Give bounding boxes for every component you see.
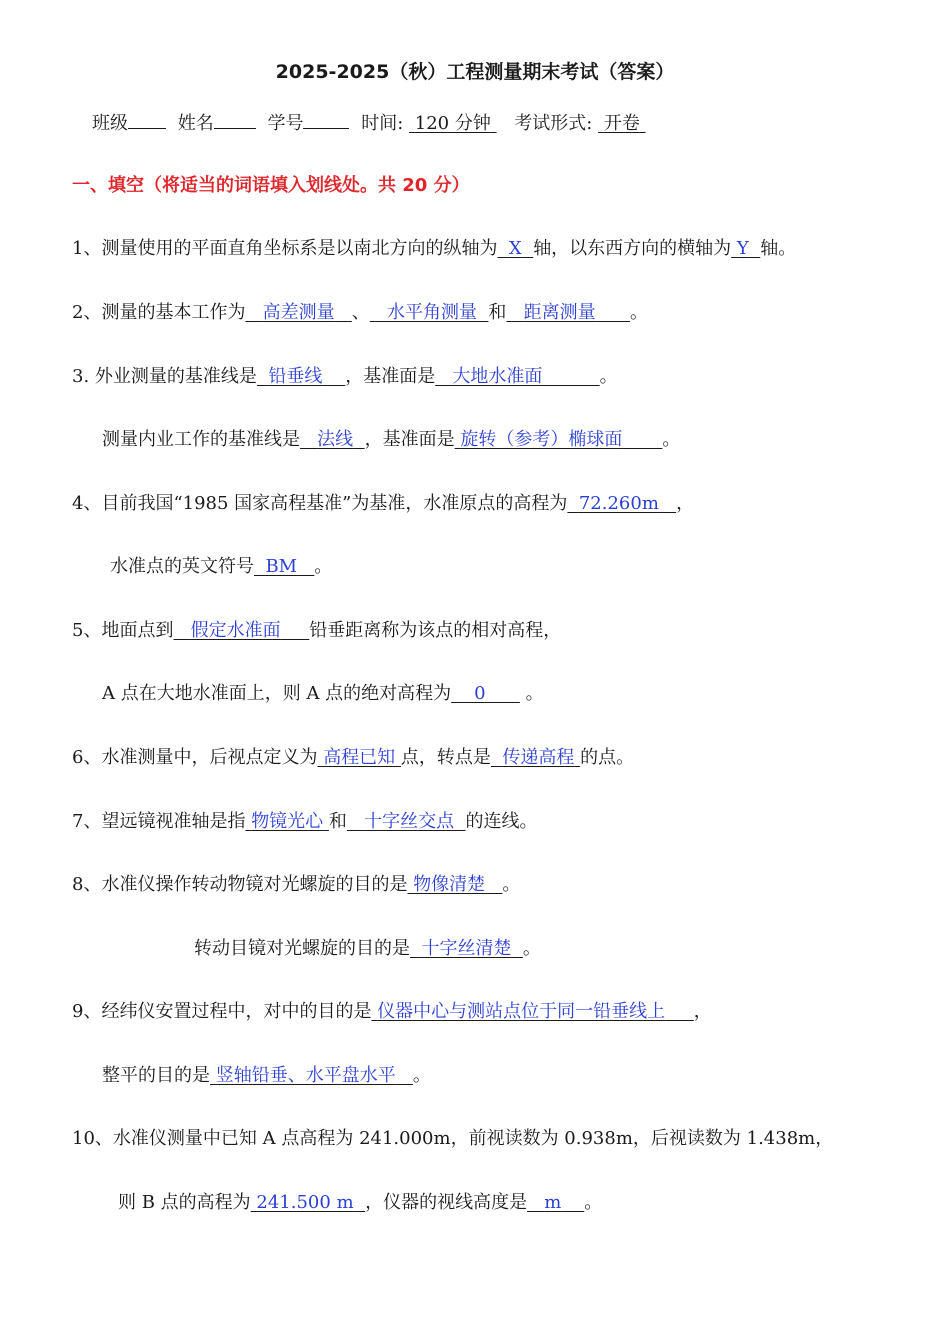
q9-text: 9、经纬仪安置过程中，对中的目的是 bbox=[72, 1001, 372, 1022]
q9-text-2: ， bbox=[693, 1001, 712, 1022]
q9b-blank-1: 竖轴铅垂、水平盘水平 bbox=[215, 1065, 396, 1086]
q3b-blank-1: 法线 bbox=[317, 429, 354, 450]
q3b-blank-2: 旋转（参考）椭球面 bbox=[460, 429, 623, 450]
q5b-blank-1: 0 bbox=[474, 683, 486, 704]
question-8b bbox=[194, 937, 541, 961]
q5-text: 5、地面点到 bbox=[72, 620, 174, 641]
q1-text-3: 轴。 bbox=[760, 238, 797, 259]
q3-blank-1: 铅垂线 bbox=[268, 366, 323, 387]
question-7 bbox=[72, 810, 538, 834]
class-blank bbox=[128, 110, 166, 129]
q6-text: 6、水准测量中，后视点定义为 bbox=[72, 747, 318, 768]
question-5b bbox=[102, 682, 544, 706]
q8b-text-2: 。 bbox=[522, 938, 541, 959]
question-6 bbox=[72, 746, 634, 770]
q8-text-2: 。 bbox=[502, 874, 521, 895]
question-10b bbox=[118, 1191, 602, 1215]
question-9 bbox=[72, 1000, 712, 1024]
q6-blank-1: 高程已知 bbox=[323, 747, 396, 768]
q8-blank-1: 物像清楚 bbox=[413, 874, 486, 895]
q6-text-3: 的点。 bbox=[580, 747, 635, 768]
form-label: 考试形式: bbox=[514, 113, 593, 134]
header-info bbox=[92, 110, 646, 136]
name-label: 姓名 bbox=[177, 113, 214, 134]
question-5 bbox=[72, 619, 561, 643]
q5-text-2: 铅垂距离称为该点的相对高程， bbox=[309, 620, 562, 641]
question-4b bbox=[110, 555, 332, 579]
q8b-blank-1: 十字丝清楚 bbox=[421, 938, 512, 959]
q8-text: 8、水准仪操作转动物镜对光螺旋的目的是 bbox=[72, 874, 408, 895]
q7-blank-2: 十字丝交点 bbox=[364, 811, 455, 832]
id-blank bbox=[303, 110, 349, 129]
q10b-text-2: ，仪器的视线高度是 bbox=[365, 1192, 528, 1213]
q10b-blank-2: m bbox=[544, 1192, 562, 1213]
q3b-text: 测量内业工作的基准线是 bbox=[102, 429, 300, 450]
q4-text-2: ， bbox=[676, 493, 695, 514]
q9-blank-1: 仪器中心与测站点位于同一铅垂线上 bbox=[377, 1001, 666, 1022]
q3-text: 3. 外业测量的基准线是 bbox=[72, 366, 257, 387]
q4-text: 4、目前我国“1985 国家高程基准”为基准，水准原点的高程为 bbox=[72, 493, 568, 514]
q5-blank-1: 假定水准面 bbox=[190, 620, 281, 641]
q6-blank-2: 传递高程 bbox=[502, 747, 575, 768]
q7-text-2: 和 bbox=[328, 811, 347, 832]
name-blank bbox=[214, 110, 256, 129]
q9b-text: 整平的目的是 bbox=[102, 1065, 210, 1086]
q2-text-4: 。 bbox=[629, 302, 648, 323]
q3-text-3: 。 bbox=[599, 366, 618, 387]
question-8 bbox=[72, 873, 520, 897]
q1-text-2: 轴，以东西方向的横轴为 bbox=[533, 238, 732, 259]
question-10 bbox=[72, 1127, 833, 1151]
q4b-blank-1: BM bbox=[265, 556, 298, 577]
id-label: 学号 bbox=[267, 113, 304, 134]
q10-text: 10、水准仪测量中已知 A 点高程为 241.000m，前视读数为 0.938m，后视读数为 1.438m， bbox=[72, 1128, 834, 1149]
q1-blank-1: X bbox=[508, 238, 522, 259]
q3-blank-2: 大地水准面 bbox=[452, 366, 543, 387]
question-3 bbox=[72, 365, 618, 389]
q9b-text-2: 。 bbox=[412, 1065, 431, 1086]
question-3b bbox=[102, 428, 680, 452]
class-label: 班级 bbox=[92, 113, 128, 134]
q4b-text-2: 。 bbox=[314, 556, 333, 577]
section-heading: 一、填空（将适当的词语填入划线处。共 20 分） bbox=[72, 175, 470, 196]
question-2 bbox=[72, 301, 648, 325]
time-value: 120 分钟 bbox=[414, 113, 491, 134]
q2-text: 2、测量的基本工作为 bbox=[72, 302, 246, 323]
q2-blank-1: 高差测量 bbox=[262, 302, 335, 323]
q7-blank-1: 物镜光心 bbox=[251, 811, 324, 832]
q6-text-2: 点，转点是 bbox=[400, 747, 491, 768]
q2-blank-2: 水平角测量 bbox=[386, 302, 477, 323]
q2-blank-3: 距离测量 bbox=[523, 302, 596, 323]
q5b-text: A 点在大地水准面上，则 A 点的绝对高程为 bbox=[102, 683, 452, 704]
q1-text: 1、测量使用的平面直角坐标系是以南北方向的纵轴为 bbox=[72, 238, 498, 259]
form-value: 开卷 bbox=[603, 113, 640, 134]
q4-blank-1: 72.260m bbox=[578, 493, 659, 514]
q5b-text-2: 。 bbox=[525, 683, 544, 704]
question-4 bbox=[72, 492, 694, 516]
q10b-text: 则 B 点的高程为 bbox=[118, 1192, 251, 1213]
q10b-text-3: 。 bbox=[584, 1192, 603, 1213]
q7-text-3: 的连线。 bbox=[465, 811, 538, 832]
q3b-text-3: 。 bbox=[662, 429, 681, 450]
q2-text-3: 和 bbox=[488, 302, 507, 323]
q1-blank-2: Y bbox=[736, 238, 749, 259]
q7-text: 7、望远镜视准轴是指 bbox=[72, 811, 246, 832]
q8b-text: 转动目镜对光螺旋的目的是 bbox=[194, 938, 410, 959]
q3-text-2: ，基准面是 bbox=[345, 366, 436, 387]
q4b-text: 水准点的英文符号 bbox=[110, 556, 254, 577]
question-9b bbox=[102, 1064, 431, 1088]
q2-text-2: 、 bbox=[351, 302, 370, 323]
q3b-text-2: ，基准面是 bbox=[364, 429, 455, 450]
q10b-blank-1: 241.500 m bbox=[256, 1192, 354, 1213]
time-label: 时间: bbox=[361, 113, 404, 134]
question-1 bbox=[72, 237, 796, 261]
exam-title: 2025-2025（秋）工程测量期末考试（答案） bbox=[275, 61, 675, 83]
